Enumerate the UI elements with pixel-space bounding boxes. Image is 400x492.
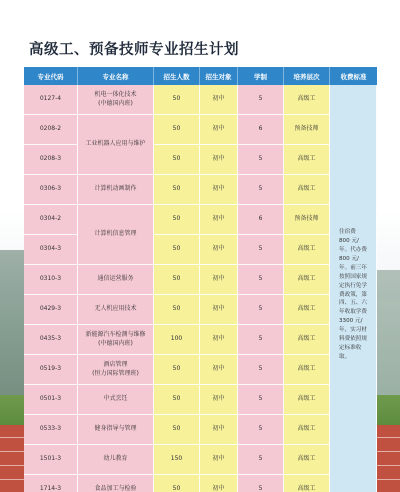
- cell-years: 6: [238, 205, 284, 235]
- cell-level: 高级工: [284, 355, 330, 385]
- cell-level: 预备技师: [284, 205, 330, 235]
- cell-code: 0208-3: [24, 145, 78, 175]
- cell-count: 50: [154, 415, 200, 445]
- cell-code: 0208-2: [24, 115, 78, 145]
- cell-name: 无人机应用技术: [78, 295, 154, 325]
- cell-target: 初中: [200, 145, 238, 175]
- cell-count: 50: [154, 85, 200, 115]
- cell-code: 0306-3: [24, 175, 78, 205]
- years-column: [238, 85, 284, 492]
- cell-target: 初中: [200, 325, 238, 355]
- cell-target: 初中: [200, 265, 238, 295]
- level-column: [284, 85, 330, 492]
- cell-code: 0310-3: [24, 265, 78, 295]
- cell-target: 初中: [200, 175, 238, 205]
- cell-years: 5: [238, 445, 284, 475]
- header-level: 培养层次: [284, 67, 330, 85]
- fee-column: [330, 85, 377, 492]
- cell-name: 计算机信息管理: [78, 205, 154, 265]
- cell-level: 高级工: [284, 175, 330, 205]
- cell-code: 0304-3: [24, 235, 78, 265]
- cell-level: 高级工: [284, 445, 330, 475]
- cell-name: 通信运营服务: [78, 265, 154, 295]
- table-header-row: [24, 67, 377, 85]
- cell-years: 5: [238, 235, 284, 265]
- cell-target: 初中: [200, 235, 238, 265]
- cell-count: 50: [154, 265, 200, 295]
- page-title: 高级工、预备技师专业招生计划: [29, 42, 239, 58]
- cell-target: 初中: [200, 115, 238, 145]
- cell-target: 初中: [200, 85, 238, 115]
- cell-target: 初中: [200, 415, 238, 445]
- cell-code: 0127-4: [24, 85, 78, 115]
- count-column: [154, 85, 200, 492]
- cell-count: 50: [154, 175, 200, 205]
- cell-code: 1501-3: [24, 445, 78, 475]
- cell-years: 5: [238, 295, 284, 325]
- cell-years: 5: [238, 415, 284, 445]
- cell-count: 50: [154, 115, 200, 145]
- cell-count: 50: [154, 295, 200, 325]
- cell-level: 高级工: [284, 265, 330, 295]
- header-fee: 收费标准: [330, 67, 377, 85]
- cell-level: 高级工: [284, 235, 330, 265]
- cell-count: 50: [154, 475, 200, 492]
- code-column: [24, 85, 78, 492]
- cell-name: 工业机器人应用与维护: [78, 115, 154, 175]
- cell-count: 100: [154, 325, 200, 355]
- cell-name: [78, 355, 154, 385]
- name-line: 酒店管理: [103, 361, 128, 369]
- cell-code: 0435-3: [24, 325, 78, 355]
- name-line: 机电一体化技术: [94, 91, 137, 99]
- cell-years: 5: [238, 145, 284, 175]
- cell-count: 50: [154, 235, 200, 265]
- cell-count: 150: [154, 445, 200, 475]
- cell-code: 0501-3: [24, 385, 78, 415]
- cell-years: 5: [238, 385, 284, 415]
- cell-target: 初中: [200, 295, 238, 325]
- cell-years: 5: [238, 85, 284, 115]
- cell-code: 0519-3: [24, 355, 78, 385]
- cell-name: [78, 85, 154, 115]
- cell-years: 5: [238, 325, 284, 355]
- cell-years: 5: [238, 355, 284, 385]
- header-code: 专业代码: [24, 67, 78, 85]
- table-body: [24, 85, 377, 492]
- name-column: [78, 85, 154, 492]
- cell-fee-standard: 住宿费 800 元/年。代办费 800 元/年。前三年按照国家规定执行免学费政策，第四、五、六年收取学费 3300 元/年，实习材料费依照规定标准收取。: [330, 85, 377, 492]
- cell-name: 食品加工与检验: [78, 475, 154, 492]
- cell-level: 高级工: [284, 85, 330, 115]
- cell-years: 5: [238, 475, 284, 492]
- header-years: 学制: [238, 67, 284, 85]
- cell-count: 50: [154, 385, 200, 415]
- cell-name: [78, 325, 154, 355]
- header-name: 专业名称: [78, 67, 154, 85]
- cell-code: 0429-3: [24, 295, 78, 325]
- cell-count: 50: [154, 355, 200, 385]
- cell-target: 初中: [200, 475, 238, 492]
- cell-target: 初中: [200, 445, 238, 475]
- cell-years: 5: [238, 265, 284, 295]
- cell-level: 高级工: [284, 475, 330, 492]
- cell-count: 50: [154, 145, 200, 175]
- name-line: 新能源汽车检测与维修: [85, 331, 146, 339]
- name-subline: (中德国内班): [98, 339, 133, 347]
- cell-level: 高级工: [284, 325, 330, 355]
- cell-count: 50: [154, 205, 200, 235]
- cell-level: 高级工: [284, 145, 330, 175]
- enrollment-table: [24, 67, 377, 492]
- cell-level: 高级工: [284, 385, 330, 415]
- header-count: 招生人数: [154, 67, 200, 85]
- cell-level: 高级工: [284, 415, 330, 445]
- cell-target: 初中: [200, 355, 238, 385]
- cell-code: 0304-2: [24, 205, 78, 235]
- cell-years: 5: [238, 175, 284, 205]
- cell-target: 初中: [200, 385, 238, 415]
- name-subline: (恒力国际管理班): [92, 369, 139, 377]
- cell-target: 初中: [200, 205, 238, 235]
- header-target: 招生对象: [200, 67, 238, 85]
- cell-name: 中式烹饪: [78, 385, 154, 415]
- cell-name: 健身指导与管理: [78, 415, 154, 445]
- cell-years: 6: [238, 115, 284, 145]
- cell-code: 1714-3: [24, 475, 78, 492]
- cell-code: 0533-3: [24, 415, 78, 445]
- name-subline: (中德国内班): [98, 99, 133, 107]
- cell-level: 预备技师: [284, 115, 330, 145]
- cell-name: 计算机动画制作: [78, 175, 154, 205]
- target-column: [200, 85, 238, 492]
- cell-name: 幼儿教育: [78, 445, 154, 475]
- cell-level: 高级工: [284, 295, 330, 325]
